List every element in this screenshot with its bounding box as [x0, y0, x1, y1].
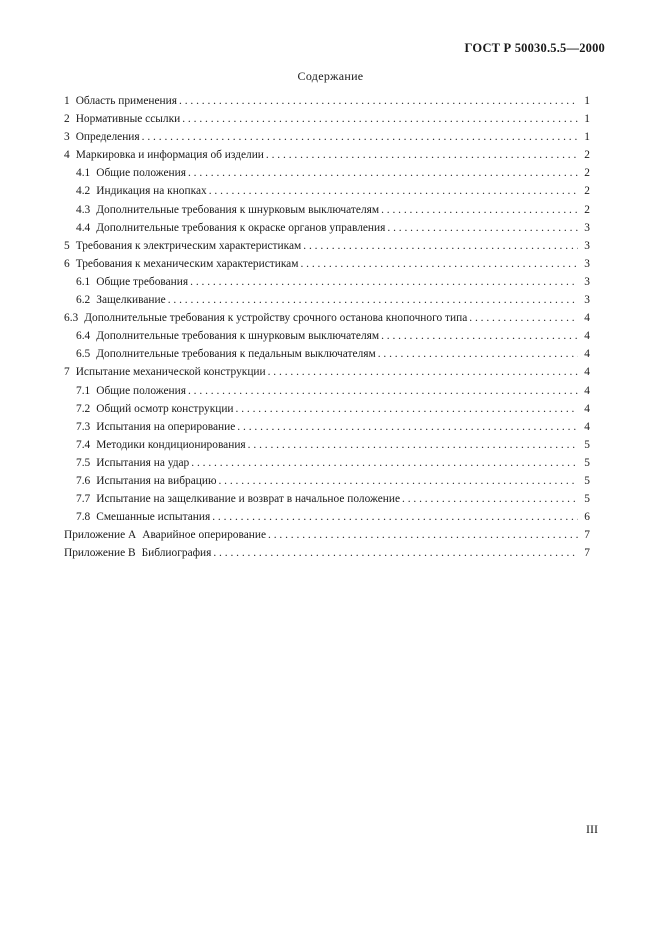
- page-number: III: [586, 822, 598, 836]
- dot-leader: [142, 131, 578, 143]
- toc-entry-number: 7.1: [76, 384, 91, 397]
- toc-entry-number: 4: [64, 149, 70, 162]
- toc-entry-number: 7.8: [76, 511, 91, 524]
- toc-entry-number: 6.5: [76, 348, 91, 361]
- dot-leader: [168, 294, 578, 306]
- toc-entry-label: Требования к механическим характеристикам: [75, 257, 299, 270]
- toc-title: Содержание: [297, 69, 364, 83]
- toc-entry-number: 1: [64, 95, 70, 107]
- toc-entry[interactable]: [64, 258, 590, 276]
- toc-entry[interactable]: [64, 149, 590, 167]
- toc-entry-number: 4.3: [76, 203, 91, 216]
- toc-entry-page: 5: [584, 474, 590, 487]
- toc-entry-number: 2: [64, 113, 70, 126]
- toc-entry[interactable]: [64, 475, 590, 493]
- toc-entry[interactable]: [64, 167, 590, 185]
- toc-entry[interactable]: [64, 240, 590, 258]
- toc-entry-page: 4: [584, 420, 590, 433]
- toc-entry-label: Общие положения: [96, 384, 186, 397]
- toc-entry-label: Дополнительные требования к шнурковым выключателям: [96, 330, 380, 343]
- toc-entry-page: 6: [584, 511, 590, 524]
- toc-entry[interactable]: [64, 113, 590, 131]
- toc-entry-number: 6.3: [64, 312, 79, 325]
- toc-entry[interactable]: [64, 185, 590, 203]
- toc-entry-page: 5: [584, 438, 590, 451]
- toc-entry-page: 4: [584, 402, 590, 415]
- toc-entry-page: 4: [584, 384, 590, 397]
- toc-entry-page: 4: [584, 312, 590, 325]
- toc-entry-page: 2: [584, 167, 590, 180]
- toc-entry-label: Методики кондиционирования: [96, 438, 246, 451]
- toc-entry-label: Испытание на защелкивание и возврат в начальное положение: [96, 493, 400, 506]
- toc-entry-label: Общие требования: [96, 275, 189, 288]
- toc-entry-number: 7: [64, 366, 70, 379]
- toc-entry-label: Аварийное оперирование: [142, 529, 267, 542]
- toc-entry[interactable]: [64, 276, 590, 294]
- toc-entry-page: 3: [584, 294, 590, 307]
- toc-entry[interactable]: [64, 385, 590, 403]
- dot-leader: [300, 258, 578, 270]
- dot-leader: [179, 95, 578, 107]
- toc-entry-page: 7: [584, 547, 590, 560]
- dot-leader: [213, 547, 578, 559]
- dot-leader: [209, 185, 578, 197]
- toc-entry-label: Определения: [75, 131, 140, 144]
- toc-entry-number: 4.1: [76, 167, 91, 180]
- table-of-contents: [64, 95, 590, 565]
- toc-entry-label: Защелкивание: [96, 294, 166, 307]
- toc-entry-page: 3: [584, 257, 590, 270]
- toc-entry[interactable]: [64, 421, 590, 439]
- toc-entry[interactable]: [64, 348, 590, 366]
- toc-entry-page: 4: [584, 366, 590, 379]
- toc-entry-label: Библиография: [141, 547, 212, 560]
- toc-entry-page: 5: [584, 493, 590, 506]
- dot-leader: [402, 493, 578, 505]
- toc-entry-label: Испытания на удар: [96, 456, 190, 469]
- toc-entry-label: Дополнительные требования к устройству срочного останова кнопочного типа: [84, 312, 468, 325]
- toc-entry[interactable]: [64, 95, 590, 113]
- document-code: ГОСТ Р 50030.5.5—2000: [464, 41, 605, 55]
- toc-entry-number: 6: [64, 257, 70, 270]
- toc-entry[interactable]: [64, 366, 590, 384]
- toc-entry-label: Дополнительные требования к окраске органов управления: [96, 221, 386, 234]
- dot-leader: [212, 511, 578, 523]
- dot-leader: [303, 240, 578, 252]
- toc-entry-label: Дополнительные требования к педальным выключателям: [96, 348, 376, 361]
- dot-leader: [188, 385, 578, 397]
- toc-entry[interactable]: [64, 312, 590, 330]
- dot-leader: [387, 222, 578, 234]
- toc-entry[interactable]: [64, 204, 590, 222]
- dot-leader: [381, 330, 578, 342]
- dot-leader: [248, 439, 578, 451]
- toc-entry[interactable]: [64, 529, 590, 547]
- toc-entry-page: 4: [584, 348, 590, 361]
- toc-entry-label: Смешанные испытания: [96, 511, 211, 524]
- toc-entry[interactable]: [64, 493, 590, 511]
- dot-leader: [191, 457, 578, 469]
- toc-entry-page: 7: [584, 529, 590, 542]
- toc-entry-page: 3: [584, 275, 590, 288]
- toc-entry-number: 6.2: [76, 294, 91, 307]
- toc-entry-number: 7.6: [76, 474, 91, 487]
- dot-leader: [381, 204, 578, 216]
- dot-leader: [469, 312, 578, 324]
- dot-leader: [266, 149, 578, 161]
- toc-entry-page: 3: [584, 239, 590, 252]
- toc-entry-label: Испытания на вибрацию: [96, 474, 217, 487]
- toc-entry-label: Дополнительные требования к шнурковым выключателям: [96, 203, 380, 216]
- toc-entry-label: Испытания на оперирование: [96, 420, 236, 433]
- toc-entry[interactable]: [64, 457, 590, 475]
- toc-entry-number: 5: [64, 239, 70, 252]
- toc-entry-page: 2: [584, 203, 590, 216]
- toc-entry-number: 6.1: [76, 275, 91, 288]
- toc-entry-number: Приложение А: [64, 529, 137, 542]
- toc-entry-label: Общие положения: [96, 167, 186, 180]
- toc-entry-number: Приложение В: [64, 547, 136, 560]
- toc-entry-page: 1: [584, 131, 590, 144]
- toc-entry-page: 4: [584, 330, 590, 343]
- toc-entry-label: Область применения: [75, 95, 177, 107]
- toc-entry-number: 7.4: [76, 438, 91, 451]
- dot-leader: [188, 167, 578, 179]
- toc-entry[interactable]: [64, 511, 590, 529]
- toc-entry-number: 7.3: [76, 420, 91, 433]
- dot-leader: [378, 348, 578, 360]
- toc-entry-number: 6.4: [76, 330, 91, 343]
- toc-entry-number: 7.7: [76, 493, 91, 506]
- toc-entry-label: Требования к электрическим характеристикам: [75, 239, 302, 252]
- dot-leader: [268, 366, 578, 378]
- dot-leader: [268, 529, 578, 541]
- toc-entry-page: 3: [584, 221, 590, 234]
- dot-leader: [182, 113, 578, 125]
- toc-entry-number: 7.2: [76, 402, 91, 415]
- toc-entry[interactable]: [64, 294, 590, 312]
- dot-leader: [237, 421, 578, 433]
- toc-entry-label: Индикация на кнопках: [96, 185, 207, 198]
- toc-entry[interactable]: [64, 131, 590, 149]
- toc-entry-page: 1: [584, 113, 590, 126]
- dot-leader: [218, 475, 578, 487]
- toc-entry[interactable]: [64, 330, 590, 348]
- toc-entry[interactable]: [64, 403, 590, 421]
- dot-leader: [190, 276, 578, 288]
- toc-entry-number: 3: [64, 131, 70, 144]
- toc-entry-page: 1: [584, 95, 590, 107]
- toc-entry-label: Нормативные ссылки: [75, 113, 181, 126]
- toc-entry[interactable]: [64, 547, 590, 565]
- toc-entry-label: Маркировка и информация об изделии: [75, 149, 264, 162]
- toc-entry[interactable]: [64, 439, 590, 457]
- toc-entry-number: 4.2: [76, 185, 91, 198]
- toc-entry[interactable]: [64, 222, 590, 240]
- toc-entry-number: 7.5: [76, 456, 91, 469]
- toc-entry-label: Испытание механической конструкции: [75, 366, 266, 379]
- toc-entry-page: 2: [584, 149, 590, 162]
- toc-entry-page: 5: [584, 456, 590, 469]
- toc-entry-number: 4.4: [76, 221, 91, 234]
- toc-entry-page: 2: [584, 185, 590, 198]
- dot-leader: [236, 403, 578, 415]
- toc-entry-label: Общий осмотр конструкции: [96, 402, 234, 415]
